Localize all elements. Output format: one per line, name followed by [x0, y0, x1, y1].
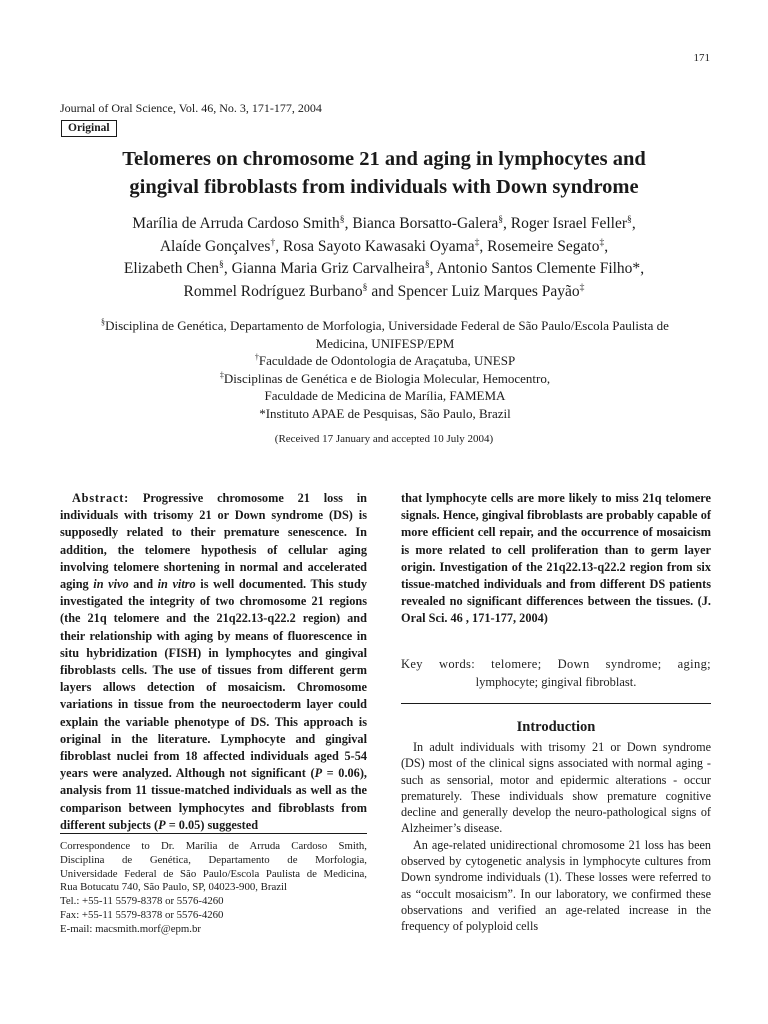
affiliation-mark: † — [254, 352, 259, 362]
abstract-left-column — [60, 490, 367, 834]
correspondence-block — [60, 840, 367, 937]
affiliation-line — [60, 370, 710, 388]
abstract-italic-text: in vivo — [93, 577, 129, 592]
affiliation-text: Disciplinas de Genética e de Biologia Molecular, Hemocentro, — [223, 370, 551, 386]
author-name: Rosemeire Segato — [487, 237, 600, 255]
affiliation-line — [60, 387, 710, 405]
author-line — [40, 258, 728, 281]
affiliation-mark: † — [270, 236, 276, 248]
correspondence-line: Universidade Federal de São Paulo/Escola Paulista de Medicina, — [60, 867, 367, 880]
author-separator: , — [479, 237, 488, 255]
author-separator: , — [503, 215, 511, 232]
affiliation-mark: ‡ — [579, 281, 585, 293]
section-divider — [401, 703, 711, 704]
introduction-paragraph: An age-related unidirectional chromosome 21 loss has been observed by cytogenetic analysis in lymphocyte cultures from Down syndrome individuals (1). These losses were referred to as “occult mosaicism”. In our laboratory, we confirmed these observations and verified an age-related increase in the frequency of polyploid cells — [401, 837, 711, 934]
affiliation-line — [60, 335, 710, 353]
correspondence-line: Correspondence to Dr. Marília de Arruda Cardoso Smith, — [60, 840, 367, 852]
affiliation-text: Faculdade de Medicina de Marília, FAMEMA — [264, 388, 506, 403]
correspondence-rule — [60, 833, 367, 834]
author-separator: , — [631, 215, 636, 232]
affiliation-line — [60, 405, 710, 423]
abstract-text-segment: = 0.05) suggested — [165, 817, 259, 832]
affiliation-mark: ‡ — [599, 236, 605, 248]
received-date: (Received 17 January and accepted 10 July 2004) — [274, 433, 494, 445]
introduction-paragraph: In adult individuals with trisomy 21 or Down syndrome (DS) most of the clinical signs associated with normal aging - such as sensorial, motor and epidermic alterations - occur prematurely. These individuals show premature cognitive decline and generally develop the neuro-pathological signs of Alzheimer’s disease. — [401, 740, 711, 836]
page-number: 171 — [693, 52, 710, 64]
author-name: Gianna Maria Griz Carvalheira — [231, 260, 425, 277]
affiliations — [60, 317, 710, 422]
abstract-text-segment: is well documented. This study investigated the integrity of two chromosome 21 regions (the 21q telomere and the 21q22.13-q22.2 region) and their relationship with aging by means of fluorescence in situ hybridization (FISH) in lymphocytes and gingival fibroblasts cells. The use of tissues from different germ layers allows detection of mosaicism. Chromosome variations in tissue from the neuroectoderm layer could explain the variable phenotype of DS. This approach is original in the literature. Lymphocyte and gingival fibroblast nuclei from 18 affected individuals aged 5-54 years were analyzed. Although not significant ( — [60, 577, 368, 781]
affiliation-text: Medicina, UNIFESP/EPM — [315, 335, 455, 351]
affiliation-mark: ‡ — [474, 236, 480, 248]
abstract-italic-text: P — [158, 817, 166, 832]
introduction-heading: Introduction — [516, 719, 596, 735]
abstract-heading: Abstract: — [72, 491, 130, 505]
abstract-text-segment: = 0.06), analysis from 11 tissue-matched individuals as well as the comparison between lymphocytes and fibroblasts from different subjects ( — [60, 766, 367, 832]
author-name: Spencer Luiz Marques Payão — [397, 282, 580, 300]
affiliation-mark: § — [362, 281, 368, 293]
affiliation-text: *Instituto APAE de Pesquisas, São Paulo, Brazil — [259, 405, 511, 421]
author-line — [40, 236, 728, 259]
affiliation-mark: ‡ — [219, 370, 224, 380]
correspondence-line: E-mail: macsmith.morf@epm.br — [60, 922, 201, 935]
introduction-body — [401, 739, 711, 935]
correspondence-line: Disciplina de Genética, Departamento de Morfologia, — [60, 853, 367, 866]
affiliation-text: Disciplina de Genética, Departamento de Morfologia, Universidade Federal de São Paulo/Escola Paulista de — [105, 318, 669, 333]
correspondence-line: Tel.: +55-11 5579-8378 or 5576-4260 — [60, 895, 224, 908]
author-name: Rosa Sayoto Kawasaki Oyama — [283, 237, 475, 255]
author-separator: , — [640, 260, 645, 277]
author-separator: , — [344, 215, 353, 232]
keywords-line: lymphocyte; gingival fibroblast. — [475, 675, 637, 689]
paper-title — [40, 145, 728, 201]
affiliation-line — [60, 352, 710, 370]
abstract-text-segment: and — [128, 577, 158, 592]
correspondence-line: Rua Botucatu 740, São Paulo, SP, 04023-900, Brazil — [60, 881, 288, 894]
affiliation-mark: § — [101, 317, 106, 327]
author-separator: , — [275, 237, 284, 255]
author-list — [40, 213, 728, 303]
keywords-line: Key words: telomere; Down syndrome; aging; — [401, 657, 711, 671]
title-line: gingival fibroblasts from individuals with Down syndrome — [129, 176, 639, 198]
author-name: Elizabeth Chen — [123, 260, 220, 277]
title-line: Telomeres on chromosome 21 and aging in lymphocytes and — [122, 148, 646, 170]
abstract-text-segment: Progressive chromosome 21 loss in individuals with trisomy 21 or Down syndrome (DS) is supposedly related to their premature senescence. In addition, the telomere hypothesis of cellular aging involving telomere shortening in normal and accelerated aging — [60, 491, 367, 592]
author-separator: , — [223, 260, 232, 277]
author-name: Rommel Rodríguez Burbano — [183, 282, 363, 300]
keywords — [401, 655, 711, 691]
affiliation-mark: § — [339, 213, 345, 225]
affiliation-mark: § — [219, 258, 224, 270]
affiliation-text: Faculdade de Odontologia de Araçatuba, UNESP — [258, 353, 516, 368]
author-name: Bianca Borsatto-Galera — [352, 215, 499, 232]
journal-citation: Journal of Oral Science, Vol. 46, No. 3, 171-177, 2004 — [60, 101, 322, 115]
author-separator: , — [429, 260, 437, 277]
abstract-italic-text: in vitro — [157, 577, 196, 592]
correspondence-line: Fax: +55-11 5579-8378 or 5576-4260 — [60, 908, 224, 921]
author-name: Marília de Arruda Cardoso Smith — [132, 215, 340, 232]
abstract-italic-text: P — [314, 766, 323, 781]
affiliation-mark: § — [627, 213, 632, 225]
author-line — [40, 281, 728, 304]
author-line — [40, 213, 728, 236]
abstract-right-column: that lymphocyte cells are more likely to miss 21q telomere signals. Hence, gingival fibroblasts are probably capable of more efficient cell repair, and the occurrence of mosaicism is more related to cell proliferation than to germ layer origin. Investigation of the 21q22.13-q22.2 region from six tissue-matched individuals and from different DS patients revealed no significant differences between the tissues. (J. Oral Sci. 46 , 171-177, 2004) — [401, 491, 711, 626]
author-separator: and — [367, 282, 398, 300]
affiliation-mark: § — [424, 258, 430, 270]
author-separator: , — [604, 237, 609, 255]
affiliation-line — [60, 317, 710, 335]
affiliation-mark: § — [498, 213, 504, 225]
author-name: Antonio Santos Clemente Filho* — [436, 260, 641, 277]
article-type-badge: Original — [61, 120, 117, 137]
author-name: Alaíde Gonçalves — [159, 237, 271, 255]
abstract-text — [60, 491, 367, 832]
author-name: Roger Israel Feller — [510, 215, 628, 232]
